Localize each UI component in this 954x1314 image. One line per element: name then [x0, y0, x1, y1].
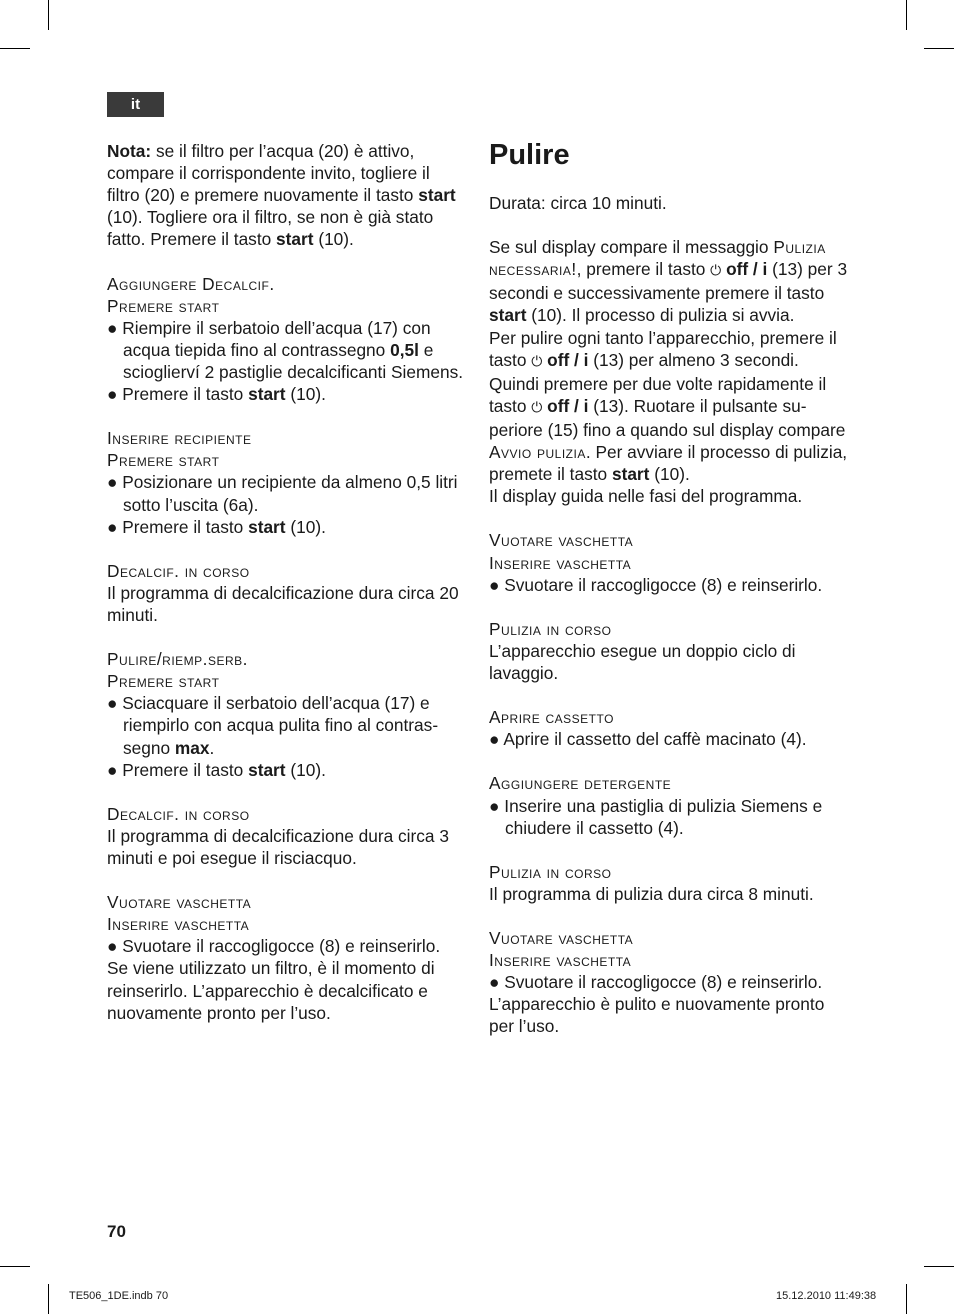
crop-mark — [48, 1284, 49, 1314]
display-message: Premere start — [107, 671, 220, 692]
display-message: Pulire/riemp.serb. — [107, 649, 248, 670]
list-item: ● Aprire il cassetto del caffè macinato (4). — [489, 729, 807, 750]
paragraph: L’apparecchio è pulito e nuovamente pronto per l’uso. — [489, 994, 825, 1037]
display-message: Inserire recipiente — [107, 428, 252, 449]
left-column — [107, 140, 467, 1024]
display-message: Inserire vaschetta — [107, 914, 250, 935]
list-item: ● Premere il tasto start (10). — [107, 384, 326, 405]
crop-mark — [0, 48, 30, 49]
display-message: Inserire vaschetta — [489, 950, 632, 971]
list-item: ● Svuotare il raccogligocce (8) e reinserirlo. — [489, 574, 823, 595]
paragraph: Il programma di decalcificazione dura circa 3 minuti e poi esegue il risciacquo. — [107, 825, 449, 868]
list-item: ● Svuotare il raccogligocce (8) e reinserirlo. — [107, 936, 441, 957]
display-message: Inserire vaschetta — [489, 552, 632, 573]
display-message: Vuotare vaschetta — [107, 892, 252, 913]
paragraph: Per pulire ogni tanto l’apparecchio, premere il tasto ⏻ off / i (13) per almeno 3 secondi. Quindi premere per due volte rapidamente il tasto ⏻ off / i (13). Ruotare il pulsante superiore (15) fino a quando sul display compare Avvio pulizia. Per avviare il processo di pulizia, premete il tasto start (10). — [489, 327, 848, 485]
section-title: Pulire — [489, 139, 570, 171]
list-item: ● Premere il tasto start (10). — [107, 516, 326, 537]
display-message: Vuotare vaschetta — [489, 530, 634, 551]
power-icon: ⏻ — [531, 353, 543, 370]
crop-mark — [906, 1284, 907, 1314]
list-item: ● Inserire una pastiglia di pulizia Siemens e chiudere il cassetto (4). — [489, 795, 823, 838]
footer-datetime: 15.12.2010 11:49:38 — [776, 1290, 877, 1302]
display-message: Pulizia in corso — [489, 618, 612, 639]
list-item: ● Posizionare un recipiente da almeno 0,5 litri sotto l’uscita (6a). — [107, 472, 458, 515]
power-icon: ⏻ — [710, 263, 722, 280]
crop-mark — [0, 1266, 30, 1267]
power-icon: ⏻ — [531, 399, 543, 416]
display-message: Aggiungere Decalcif. — [107, 273, 275, 294]
paragraph: Il display guida nelle fasi del programma. — [489, 486, 803, 507]
paragraph: Se viene utilizzato un filtro, è il momento di reinserirlo. L’apparecchio è decalcificato e nuovamente pronto per l’uso. — [107, 958, 435, 1023]
display-message: Aprire cassetto — [489, 707, 614, 728]
paragraph: Il programma di decalcificazione dura circa 20 minuti. — [107, 582, 459, 625]
display-message: Pulizia in corso — [489, 861, 612, 882]
list-item: ● Riempire il serbatoio dell’acqua (17) con acqua tiepida fino al contrassegno 0,5l e scioglierví 2 pastiglie decalcificanti Siemens. — [107, 317, 464, 382]
language-tab: it — [107, 92, 164, 117]
list-item: ● Svuotare il raccogligocce (8) e reinserirlo. — [489, 972, 823, 993]
display-message: Vuotare vaschetta — [489, 928, 634, 949]
display-message: Premere start — [107, 450, 220, 471]
right-column — [489, 140, 851, 1038]
crop-mark — [924, 48, 954, 49]
page-number: 70 — [107, 1222, 126, 1241]
paragraph: Durata: circa 10 minuti. — [489, 193, 667, 213]
paragraph: Il programma di pulizia dura circa 8 minuti. — [489, 883, 814, 904]
display-message: Premere start — [107, 295, 220, 316]
paragraph: L’apparecchio esegue un doppio ciclo di lavaggio. — [489, 640, 796, 683]
list-item: ● Sciacquare il serbatoio dell’acqua (17) e riempirlo con acqua pulita fino al contrassegno max. — [107, 693, 439, 758]
note-paragraph: Nota: se il filtro per l’acqua (20) è attivo, compare il corrispondente invito, togliere il filtro (20) e premere nuovamente il tasto start (10). Togliere ora il filtro, se non è già stato fatto. Premere il tasto start (10). — [107, 141, 456, 250]
crop-mark — [906, 0, 907, 30]
display-message: Decalcif. in corso — [107, 803, 250, 824]
footer-file: TE506_1DE.indb 70 — [69, 1290, 169, 1302]
list-item: ● Premere il tasto start (10). — [107, 759, 326, 780]
display-message: Aggiungere detergente — [489, 773, 672, 794]
crop-mark — [48, 0, 49, 30]
crop-mark — [924, 1266, 954, 1267]
display-message: Decalcif. in corso — [107, 560, 250, 581]
paragraph: Se sul display compare il messaggio Pulizia necessaria!, premere il tasto ⏻ off / i (13) per 3 secondi e successivamente premere il tasto start (10). Il processo di pulizia si avvia. — [489, 237, 848, 326]
